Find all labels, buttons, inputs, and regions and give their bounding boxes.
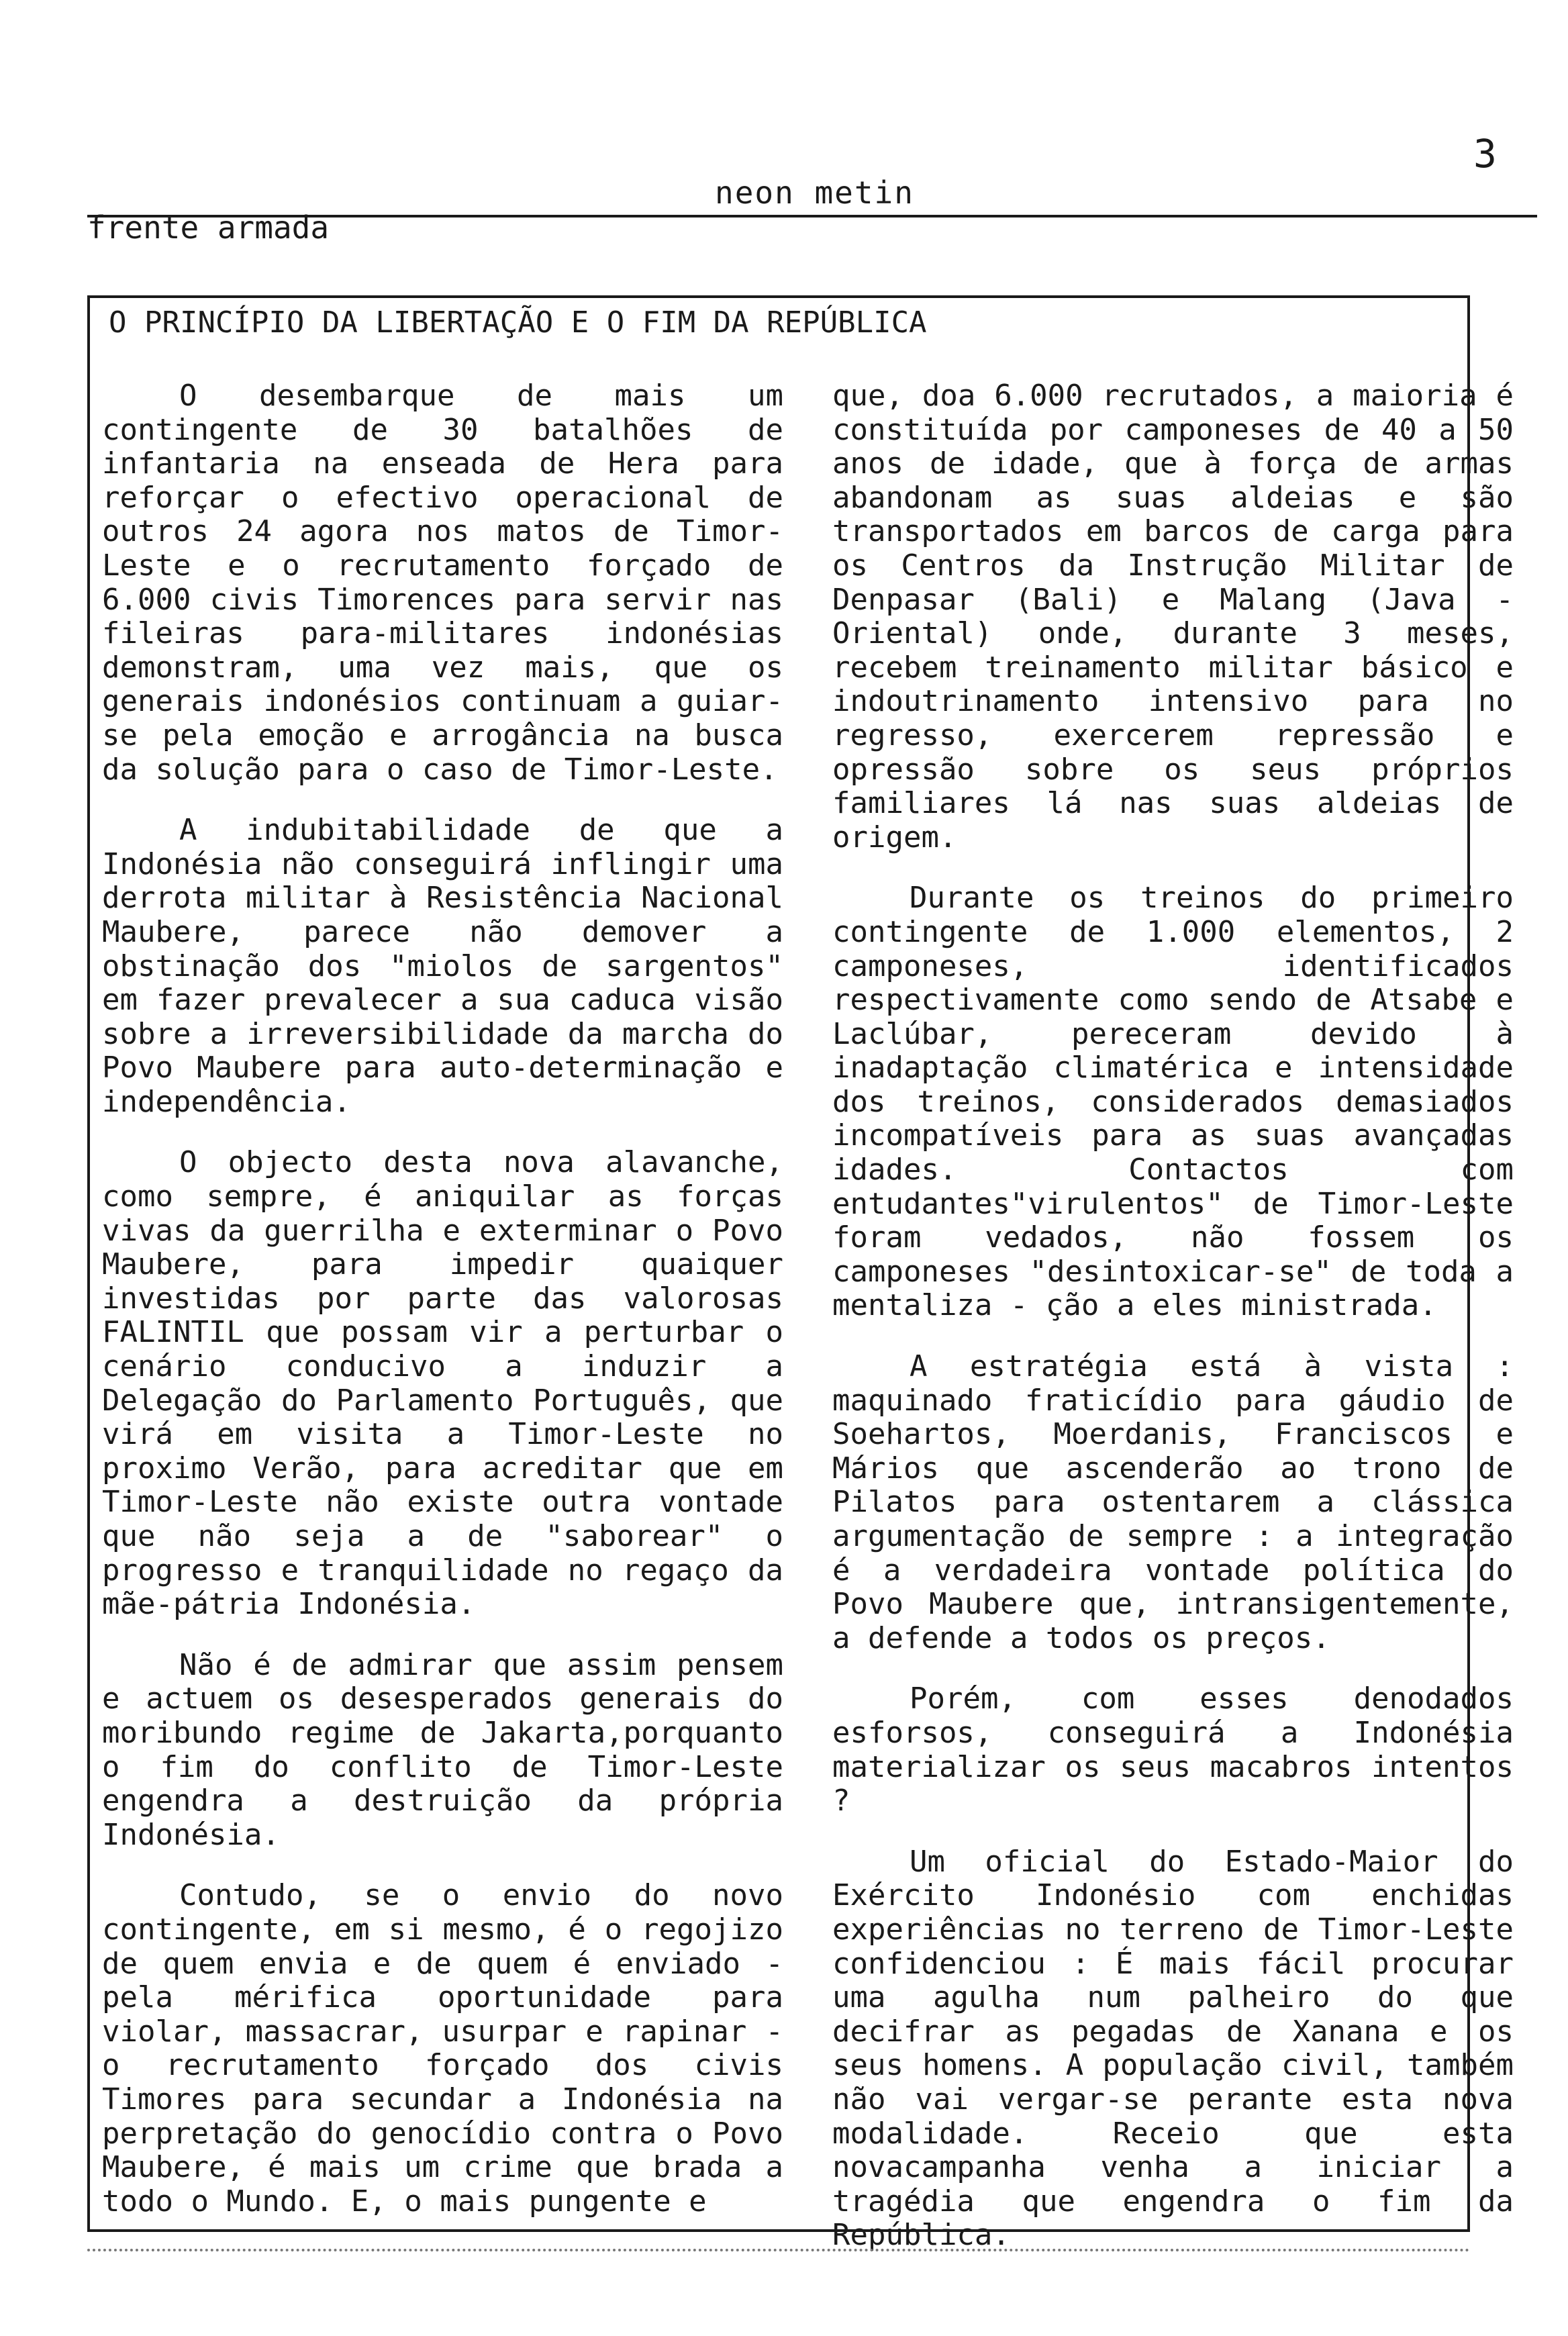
- section-label: frente armada: [87, 209, 330, 246]
- article-paragraph: Durante os treinos do primeiro contingente de 1.000 elementos, 2 camponeses, identificados respectivamente como sendo de Atsabe e Laclúbar, pereceram devido à inadaptação climatérica e intensidade dos treinos, considerados demasiados incompatíveis para as suas avançadas idades. Contactos com entudantes"virulentos" de Timor-Leste foram vedados, não fossem os camponeses "desintoxicar-se" de toda a mentaliza - ção a eles ministrada.: [832, 881, 1514, 1323]
- article-right-column: [832, 379, 1514, 2253]
- article-paragraph: A indubitabilidade de que a Indonésia não conseguirá inflingir uma derrota militar à Resistência Nacional Maubere, parece não demover a obstinação dos "miolos de sargentos" em fazer prevalecer a sua caduca visão sobre a irreversibilidade da marcha do Povo Maubere para auto-determinação e independência.: [102, 813, 783, 1119]
- article-paragraph: A estratégia está à vista : maquinado fraticídio para gáudio de Soehartos, Moerdanis, Franciscos e Mários que ascenderão ao trono de Pilatos para ostentarem a clássica argumentação de sempre : a integração é a verdadeira vontade política do Povo Maubere que, intransigentemente, a defende a todos os preços.: [832, 1349, 1514, 1655]
- article-title: O PRINCÍPIO DA LIBERTAÇÃO E O FIM DA REPÚBLICA: [109, 305, 927, 340]
- bottom-dotted-rule: [87, 2249, 1470, 2253]
- article-paragraph: Um oficial do Estado-Maior do Exército Indonésio com enchidas experiências no terreno de Timor-Leste confidenciou : É mais fácil procurar uma agulha num palheiro do que decifrar as pegadas de Xanana e os seus homens. A população civil, também não vai vergar-se perante esta nova modalidade. Receio que esta novacampanha venha a iniciar a tragédia que engendra o fim da República.: [832, 1844, 1514, 2253]
- article-paragraph: Contudo, se o envio do novo contingente, em si mesmo, é o regojizo de quem envia e de quem é enviado - pela mérifica oportunidade para violar, massacrar, usurpar e rapinar - o recrutamento forçado dos civis Timores para secundar a Indonésia na perpretação do genocídio contra o Povo Maubere, é mais um crime que brada a todo o Mundo. E, o mais pungente e: [102, 1878, 783, 2219]
- article-paragraph: O objecto desta nova alavanche, como sempre, é aniquilar as forças vivas da guerrilha e exterminar o Povo Maubere, para impedir quaiquer investidas por parte das valorosas FALINTIL que possam vir a perturbar o cenário conducivo a induzir a Delegação do Parlamento Português, que virá em visita a Timor-Leste no proximo Verão, para acreditar que em Timor-Leste não existe outra vontade que não seja a de "saborear" o progresso e tranquilidade no regaço da mãe-pátria Indonésia.: [102, 1145, 783, 1622]
- article-left-column: [102, 379, 783, 2219]
- publication-title: neon metin: [715, 175, 914, 211]
- article-paragraph: que, doa 6.000 recrutados, a maioria é constituída por camponeses de 40 a 50 anos de idade, que à força de armas abandonam as suas aldeias e são transportados em barcos de carga para os Centros da Instrução Militar de Denpasar (Bali) e Malang (Java - Oriental) onde, durante 3 meses, recebem treinamento militar básico e indoutrinamento intensivo para no regresso, exercerem repressão e opressão sobre os seus próprios familiares lá nas suas aldeias de origem.: [832, 379, 1514, 855]
- article-paragraph: O desembarque de mais um contingente de 30 batalhões de infantaria na enseada de Hera para reforçar o efectivo operacional de outros 24 agora nos matos de Timor-Leste e o recrutamento forçado de 6.000 civis Timorences para servir nas fileiras para-militares indonésias demonstram, uma vez mais, que os generais indonésios continuam a guiar-se pela emoção e arrogância na busca da solução para o caso de Timor-Leste.: [102, 379, 783, 787]
- article-paragraph: Porém, com esses denodados esforsos, conseguirá a Indonésia materializar os seus macabros intentos ?: [832, 1682, 1514, 1818]
- page-number: 3: [1473, 131, 1497, 177]
- article-paragraph: Não é de admirar que assim pensem e actuem os desesperados generais do moribundo regime de Jakarta,porquanto o fim do conflito de Timor-Leste engendra a destruição da própria Indonésia.: [102, 1647, 783, 1852]
